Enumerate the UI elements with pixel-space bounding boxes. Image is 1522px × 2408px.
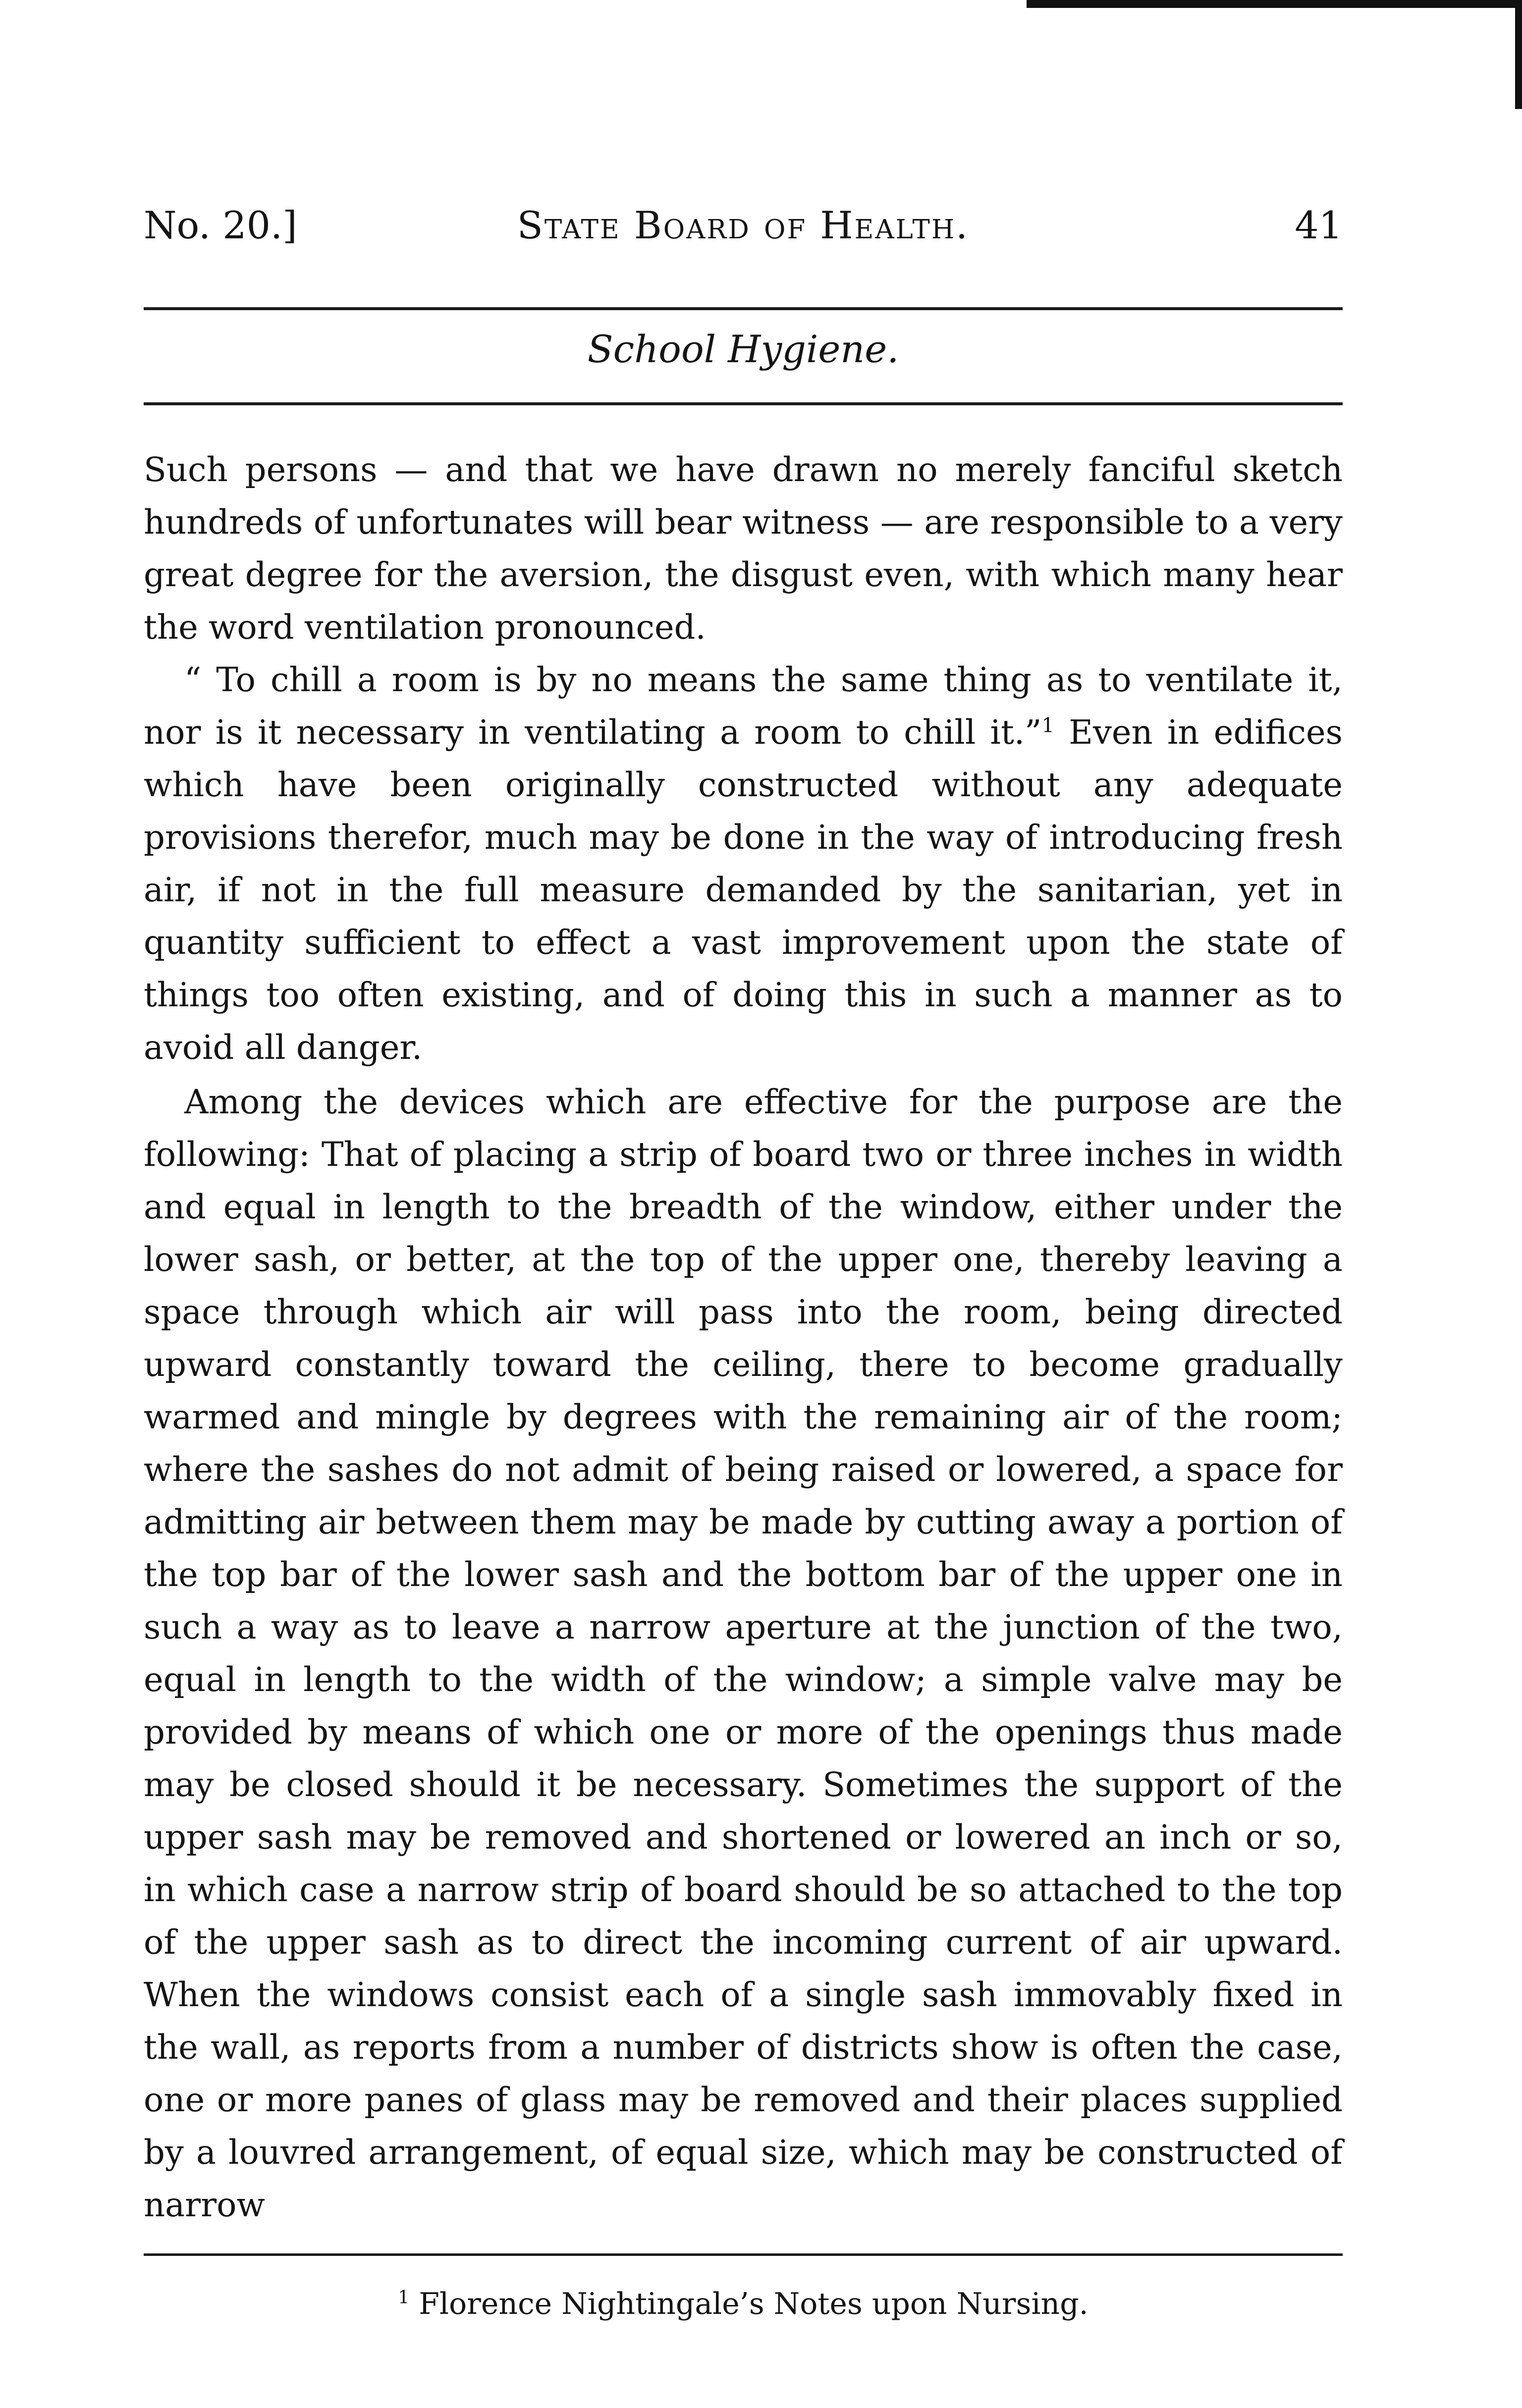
paragraph-3: Among the devices which are effective for the purpose are the following: That of placing a strip of board two or three inches in width and equal in length to the breadth of the window, either under the lower sash, or better, at the top of the upper one, thereby leaving a space through which air will pass into the room, being directed upward constantly toward the ceiling, there to become gradually warmed and mingle by degrees with the remaining air of the room; where the sashes do not admit of being raised or lowered, a space for admitting air between them may be made by cutting away a portion of the top bar of the lower sash and the bottom bar of the upper one in such a way as to leave a narrow aperture at the junction of the two, equal in length to the width of the window; a simple valve may be provided by means of which one or more of the openings thus made may be closed should it be necessary. Sometimes the support of the upper sash may be removed and shortened or lowered an inch or so, in which case a narrow strip of board should be so attached to the top of the upper sash as to direct the incoming current of air upward. When the windows consist each of a single sash immovably fixed in the wall, as reports from a number of districts show is often the case, one or more panes of glass may be removed and their places supplied by a louvred arrangement, of equal size, which may be constructed of narrow — [144, 1083, 1343, 2224]
footnote — [144, 2279, 1343, 2329]
paragraph-2 — [144, 654, 1343, 1074]
scan-edge-top — [1027, 0, 1522, 8]
footnote-rule — [144, 2253, 1343, 2256]
quotation: “ To chill a room is by no means the same thing as to ventilate it, nor is it necessary in ventilating a room to chill it.” — [144, 660, 1343, 752]
running-title: State Board of Health. — [517, 203, 970, 247]
document-number: No. 20.] — [144, 203, 297, 247]
running-head — [144, 198, 1343, 253]
section-rule — [144, 402, 1343, 405]
footnote-marker: 1 — [398, 2288, 410, 2308]
page-number: 41 — [1295, 203, 1343, 247]
header-rule — [144, 307, 1343, 310]
footnote-text: Florence Nightingale’s Notes upon Nursing. — [409, 2287, 1088, 2321]
paragraph-2-rest: Even in edifices which have been originally constructed without any adequate provisions therefor, much may be done in the way of introducing fresh air, if not in the full measure demanded by the sanitarian, yet in quantity sufficient to effect a vast improvement upon the state of things too often existing, and of doing this in such a manner as to avoid all danger. — [144, 713, 1343, 1067]
section-title: School Hygiene. — [587, 327, 899, 371]
body-text — [144, 443, 1343, 2231]
scan-edge-right — [1515, 0, 1522, 109]
footnote-reference: 1 — [1041, 714, 1054, 737]
paragraph-1: Such persons — and that we have drawn no merely fanciful sketch hundreds of unfortunates will bear witness — are responsible to a very great degree for the aversion, the disgust even, with which many hear the word ventilation pronounced. — [144, 450, 1343, 647]
